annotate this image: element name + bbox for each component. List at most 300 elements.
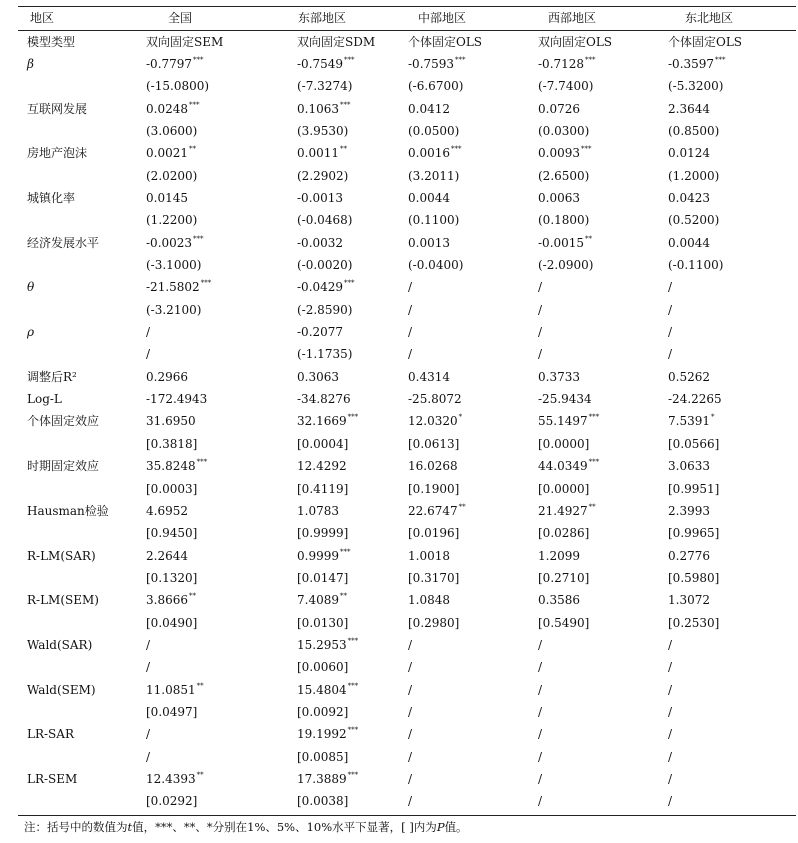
cell-value: / <box>146 347 151 362</box>
cell-value: / <box>668 705 673 719</box>
table-cell <box>146 482 197 496</box>
table-cell <box>297 414 358 428</box>
cell-value: [0.0147] <box>297 570 349 585</box>
cell-value: 0.0063 <box>538 190 580 205</box>
table-cell <box>297 504 339 518</box>
table-cell <box>408 750 412 764</box>
table-cell <box>538 683 542 697</box>
cell-value: (-0.0400) <box>408 258 464 272</box>
row-label: 互联网发展 <box>27 101 88 116</box>
table-cell <box>408 660 412 674</box>
table-cell <box>408 169 459 183</box>
significance-stars: ** <box>458 502 466 511</box>
row-label: 房地产泡沫 <box>27 146 88 161</box>
table-cell <box>538 549 580 563</box>
table-cell <box>408 459 458 473</box>
table-cell <box>538 705 542 719</box>
header-east: 东部地区 <box>298 11 347 25</box>
cell-value: / <box>538 749 543 764</box>
table-cell <box>146 347 150 361</box>
table-cell <box>297 370 339 384</box>
significance-stars: *** <box>588 458 600 467</box>
cell-value: 31.6950 <box>146 414 196 429</box>
cell-value: 0.3586 <box>538 593 580 608</box>
cell-value: 44.0349 <box>538 459 588 474</box>
cell-value: 11.0851 <box>146 682 196 697</box>
footnote-prefix: 注：括号中的数值为 <box>24 820 128 834</box>
cell-value: 0.0093 <box>538 146 580 161</box>
cell-value: 12.4393 <box>146 772 196 787</box>
cell-value: 1.0018 <box>408 548 450 563</box>
cell-value: 7.5391 <box>668 414 710 429</box>
cell-value: 12.4292 <box>297 459 347 474</box>
header-central: 中部地区 <box>418 11 467 25</box>
cell-value: 21.4927 <box>538 503 588 518</box>
cell-value: 0.3733 <box>538 369 580 384</box>
table-cell <box>538 325 542 339</box>
cell-value: [0.0130] <box>297 615 349 630</box>
table-cell <box>408 213 459 227</box>
table-cell <box>146 571 197 585</box>
significance-stars: *** <box>347 771 359 780</box>
table-cell <box>408 526 459 540</box>
significance-stars: * <box>458 413 463 422</box>
header-northeast: 东北地区 <box>685 11 734 25</box>
table-cell <box>538 571 589 585</box>
row-label: Wald(SEM) <box>27 682 96 697</box>
table-cell <box>297 57 355 71</box>
significance-stars: * <box>711 413 715 422</box>
significance-stars: *** <box>189 100 200 109</box>
table-cell <box>668 57 726 71</box>
significance-stars: *** <box>581 145 592 154</box>
table-cell <box>146 549 188 563</box>
cell-value: 0.0412 <box>408 101 450 116</box>
table-cell <box>538 750 542 764</box>
table-cell <box>297 683 358 697</box>
significance-stars: ** <box>588 502 596 511</box>
table-cell <box>408 258 463 272</box>
cell-value: 16.0268 <box>408 459 458 474</box>
cell-value: 4.6952 <box>146 503 188 518</box>
table-cell <box>408 549 450 563</box>
table-cell <box>538 102 580 116</box>
significance-stars: *** <box>347 726 359 735</box>
cell-value: [0.9965] <box>668 526 720 541</box>
table-cell <box>146 280 211 294</box>
cell-value: / <box>146 749 151 764</box>
row-label: LR-SEM <box>27 772 78 787</box>
table-cell <box>297 660 348 674</box>
cell-value: 0.4314 <box>408 369 450 384</box>
table-cell <box>668 616 719 630</box>
header-west: 西部地区 <box>548 11 597 25</box>
significance-stars: *** <box>196 458 208 467</box>
table-cell <box>408 593 450 607</box>
cell-value: (-0.0020) <box>297 258 353 272</box>
cell-value: [0.4119] <box>297 481 349 496</box>
cell-value: / <box>408 772 413 787</box>
cell-value: / <box>146 637 151 652</box>
cell-value: 0.2776 <box>668 548 710 563</box>
table-cell <box>668 370 710 384</box>
cell-value: [0.9951] <box>668 481 720 496</box>
table-cell <box>538 124 589 138</box>
header-national: 全国 <box>168 11 193 25</box>
cell-value: [0.0085] <box>297 749 349 764</box>
cell-value: / <box>668 749 673 764</box>
cell-value: / <box>538 302 543 317</box>
cell-value: -172.4943 <box>146 392 208 407</box>
cell-value: / <box>668 280 673 295</box>
table-cell <box>146 169 197 183</box>
table-cell <box>668 750 672 764</box>
cell-value: / <box>668 772 673 787</box>
table-cell <box>146 638 150 652</box>
table-cell <box>408 79 463 93</box>
cell-value: [0.0004] <box>297 436 349 451</box>
cell-value: / <box>408 280 413 295</box>
cell-value: / <box>668 660 673 675</box>
cell-value: [0.2710] <box>538 570 590 585</box>
significance-stars: ** <box>340 592 347 601</box>
cell-value: 0.0726 <box>538 101 580 116</box>
table-cell <box>538 482 589 496</box>
cell-value: / <box>146 325 151 340</box>
table-cell <box>538 414 599 428</box>
table-cell <box>408 504 466 518</box>
table-cell <box>297 705 348 719</box>
table-cell <box>408 571 459 585</box>
table-cell <box>668 794 672 808</box>
cell-value: [0.1900] <box>408 481 460 496</box>
row-label: 经济发展水平 <box>27 235 100 250</box>
table-cell <box>408 35 482 49</box>
table-cell <box>408 325 412 339</box>
table-cell <box>297 303 352 317</box>
significance-stars: *** <box>200 279 212 288</box>
table-cell <box>297 638 358 652</box>
cell-value: 0.1063 <box>297 101 339 116</box>
cell-value: / <box>408 325 413 340</box>
significance-stars: *** <box>347 636 359 645</box>
row-label: 城镇化率 <box>27 190 76 205</box>
table-cell <box>146 459 207 473</box>
cell-value: / <box>408 682 413 697</box>
table-cell <box>538 459 599 473</box>
significance-stars: *** <box>585 55 596 64</box>
cell-value: / <box>538 682 543 697</box>
table-cell <box>538 727 542 741</box>
table-cell <box>668 169 719 183</box>
table-cell <box>668 280 672 294</box>
cell-value: -0.7797 <box>146 56 193 71</box>
table-cell <box>408 683 412 697</box>
table-cell <box>297 750 348 764</box>
table-cell <box>538 280 542 294</box>
row-label: Wald(SAR) <box>27 637 93 652</box>
significance-stars: *** <box>588 413 600 422</box>
cell-value: 个体固定OLS <box>408 34 483 49</box>
table-cell <box>538 437 589 451</box>
cell-value: / <box>668 794 673 809</box>
table-cell <box>408 638 412 652</box>
cell-value: [0.9450] <box>146 526 198 541</box>
table-cell <box>297 79 352 93</box>
cell-value: 55.1497 <box>538 414 588 429</box>
table-cell <box>538 258 593 272</box>
table-cell <box>668 705 672 719</box>
table-cell <box>408 347 412 361</box>
cell-value: (-2.8590) <box>297 302 353 317</box>
cell-value: -0.0015 <box>538 235 585 250</box>
cell-value: 32.1669 <box>297 414 347 429</box>
table-cell <box>538 57 596 71</box>
cell-value: / <box>146 660 151 675</box>
cell-value: 0.0044 <box>408 190 450 205</box>
cell-value: 0.0044 <box>668 235 710 250</box>
cell-value: 0.0013 <box>408 235 450 250</box>
row-label: 个体固定效应 <box>27 414 100 429</box>
table-cell <box>668 236 710 250</box>
cell-value: (-3.1000) <box>146 258 202 272</box>
table-cell <box>146 437 197 451</box>
row-label: R-LM(SEM) <box>27 593 99 608</box>
footnote-suffix: 值。 <box>444 820 468 834</box>
cell-value: / <box>408 660 413 675</box>
significance-stars: ** <box>585 234 593 243</box>
cell-value: (-15.0800) <box>146 79 210 94</box>
cell-value: / <box>408 637 413 652</box>
table-cell <box>408 280 412 294</box>
table-cell <box>668 437 719 451</box>
cell-value: (0.5200) <box>668 213 720 228</box>
row-label: 调整后R² <box>27 369 77 384</box>
table-cell <box>668 526 719 540</box>
table-cell <box>538 213 589 227</box>
table-cell <box>668 549 710 563</box>
cell-value: / <box>668 637 673 652</box>
cell-value: [0.0292] <box>146 794 198 809</box>
cell-value: -0.7593 <box>408 56 455 71</box>
table-cell <box>668 303 672 317</box>
table-cell <box>146 146 196 160</box>
footnote-p-symbol: P <box>436 820 445 834</box>
header-region: 地区 <box>30 11 55 25</box>
significance-stars: *** <box>451 145 462 154</box>
cell-value: / <box>538 705 543 719</box>
table-cell <box>146 258 201 272</box>
cell-value: / <box>538 772 543 787</box>
significance-stars: *** <box>340 100 351 109</box>
cell-value: 0.0021 <box>146 146 188 161</box>
cell-value: [0.2980] <box>408 615 460 630</box>
cell-value: -0.0032 <box>297 235 344 250</box>
cell-value: -0.0023 <box>146 235 193 250</box>
table-cell <box>146 414 196 428</box>
table-cell <box>538 347 542 361</box>
cell-value: 0.9999 <box>297 548 339 563</box>
table-cell <box>146 705 197 719</box>
cell-value: (3.0600) <box>146 123 198 138</box>
table-cell <box>146 191 188 205</box>
table-cell <box>297 727 358 741</box>
cell-value: [0.0497] <box>146 705 198 719</box>
table-cell <box>297 593 347 607</box>
table-cell <box>538 191 580 205</box>
table-cell <box>146 236 204 250</box>
cell-value: (3.9530) <box>297 123 349 138</box>
cell-value: (-6.6700) <box>408 79 464 94</box>
table-cell <box>146 124 197 138</box>
table-cell <box>668 638 672 652</box>
significance-stars: ** <box>189 145 196 154</box>
cell-value: (-5.3200) <box>668 79 724 94</box>
cell-value: 15.2953 <box>297 637 347 652</box>
cell-value: 0.2966 <box>146 369 188 384</box>
significance-stars: *** <box>344 55 355 64</box>
significance-stars: *** <box>193 55 204 64</box>
table-cell <box>297 571 348 585</box>
cell-value: [0.0060] <box>297 660 349 675</box>
table-cell <box>668 392 722 406</box>
cell-value: 22.6747 <box>408 503 458 518</box>
cell-value: 2.2644 <box>146 548 188 563</box>
table-cell <box>146 794 197 808</box>
table-cell <box>146 57 204 71</box>
table-cell <box>408 705 412 719</box>
table-cell <box>668 35 742 49</box>
table-cell <box>297 236 343 250</box>
significance-stars: *** <box>455 55 466 64</box>
table-cell <box>538 35 612 49</box>
cell-value: -0.2077 <box>297 325 344 340</box>
table-cell <box>538 593 580 607</box>
table-cell <box>146 593 196 607</box>
table-cell <box>668 772 672 786</box>
table-cell <box>668 347 672 361</box>
cell-value: / <box>408 794 413 809</box>
cell-value: 0.0423 <box>668 190 710 205</box>
significance-stars: ** <box>340 145 347 154</box>
cell-value: 3.8666 <box>146 593 188 608</box>
table-cell <box>146 213 197 227</box>
table-cell <box>668 660 672 674</box>
table-cell <box>668 504 710 518</box>
cell-value: (0.0300) <box>538 123 590 138</box>
table-cell <box>408 191 450 205</box>
table-cell <box>297 146 347 160</box>
significance-stars: ** <box>196 771 204 780</box>
significance-stars: *** <box>340 547 351 556</box>
cell-value: 12.0320 <box>408 414 458 429</box>
table-cell <box>146 504 188 518</box>
table-cell <box>408 616 459 630</box>
cell-value: / <box>668 302 673 317</box>
table-cell <box>297 772 358 786</box>
cell-value: / <box>408 347 413 362</box>
cell-value: -0.7128 <box>538 56 585 71</box>
cell-value: / <box>538 280 543 295</box>
cell-value: -24.2265 <box>668 392 722 407</box>
cell-value: (0.1800) <box>538 213 590 228</box>
cell-value: [0.3818] <box>146 436 198 451</box>
table-cell <box>146 727 150 741</box>
table-cell <box>668 102 710 116</box>
table-cell <box>297 526 348 540</box>
cell-value: 2.3993 <box>668 503 710 518</box>
cell-value: -0.0429 <box>297 280 344 295</box>
cell-value: [0.1320] <box>146 570 198 585</box>
table-cell <box>297 124 348 138</box>
cell-value: 双向固定SEM <box>146 34 224 49</box>
cell-value: 35.8248 <box>146 459 196 474</box>
cell-value: / <box>538 794 543 809</box>
cell-value: 15.4804 <box>297 682 347 697</box>
cell-value: 0.5262 <box>668 369 710 384</box>
cell-value: 双向固定OLS <box>538 34 613 49</box>
footnote-t-symbol: t <box>127 820 133 834</box>
cell-value: / <box>668 325 673 340</box>
table-cell <box>408 414 462 428</box>
table-cell <box>668 593 710 607</box>
table-cell <box>146 616 197 630</box>
significance-stars: ** <box>189 592 196 601</box>
table-cell <box>146 102 200 116</box>
table-cell <box>146 303 201 317</box>
cell-value: 1.0783 <box>297 503 339 518</box>
cell-value: [0.9999] <box>297 526 349 541</box>
cell-value: 3.0633 <box>668 459 710 474</box>
table-cell <box>408 102 450 116</box>
cell-value: [0.0000] <box>538 481 590 496</box>
cell-value: / <box>668 347 673 362</box>
cell-value: 0.0016 <box>408 146 450 161</box>
table-cell <box>146 772 204 786</box>
table-cell <box>297 549 351 563</box>
cell-value: [0.0490] <box>146 615 198 630</box>
table-cell <box>297 102 351 116</box>
cell-value: -21.5802 <box>146 280 200 295</box>
table-cell <box>146 526 197 540</box>
table-cell <box>408 57 466 71</box>
row-label: Log-L <box>27 392 62 407</box>
cell-value: 7.4089 <box>297 593 339 608</box>
cell-value: -0.3597 <box>668 56 715 71</box>
row-label: β <box>27 56 34 71</box>
cell-value: [0.2530] <box>668 615 720 630</box>
cell-value: 17.3889 <box>297 772 347 787</box>
table-cell <box>408 124 459 138</box>
cell-value: / <box>408 749 413 764</box>
table-cell <box>538 504 596 518</box>
cell-value: 0.0248 <box>146 101 188 116</box>
cell-value: (0.0500) <box>408 123 460 138</box>
table-cell <box>538 392 592 406</box>
table-cell <box>146 392 207 406</box>
cell-value: (-7.7400) <box>538 79 594 94</box>
cell-value: 0.0124 <box>668 146 710 161</box>
table-cell <box>297 191 343 205</box>
cell-value: [0.0566] <box>668 436 720 451</box>
table-cell <box>668 459 710 473</box>
table-cell <box>297 392 351 406</box>
bottom-rule <box>18 815 796 816</box>
table-cell <box>146 35 223 49</box>
table-cell <box>668 414 715 428</box>
table-cell <box>408 236 450 250</box>
cell-value: -0.7549 <box>297 56 344 71</box>
